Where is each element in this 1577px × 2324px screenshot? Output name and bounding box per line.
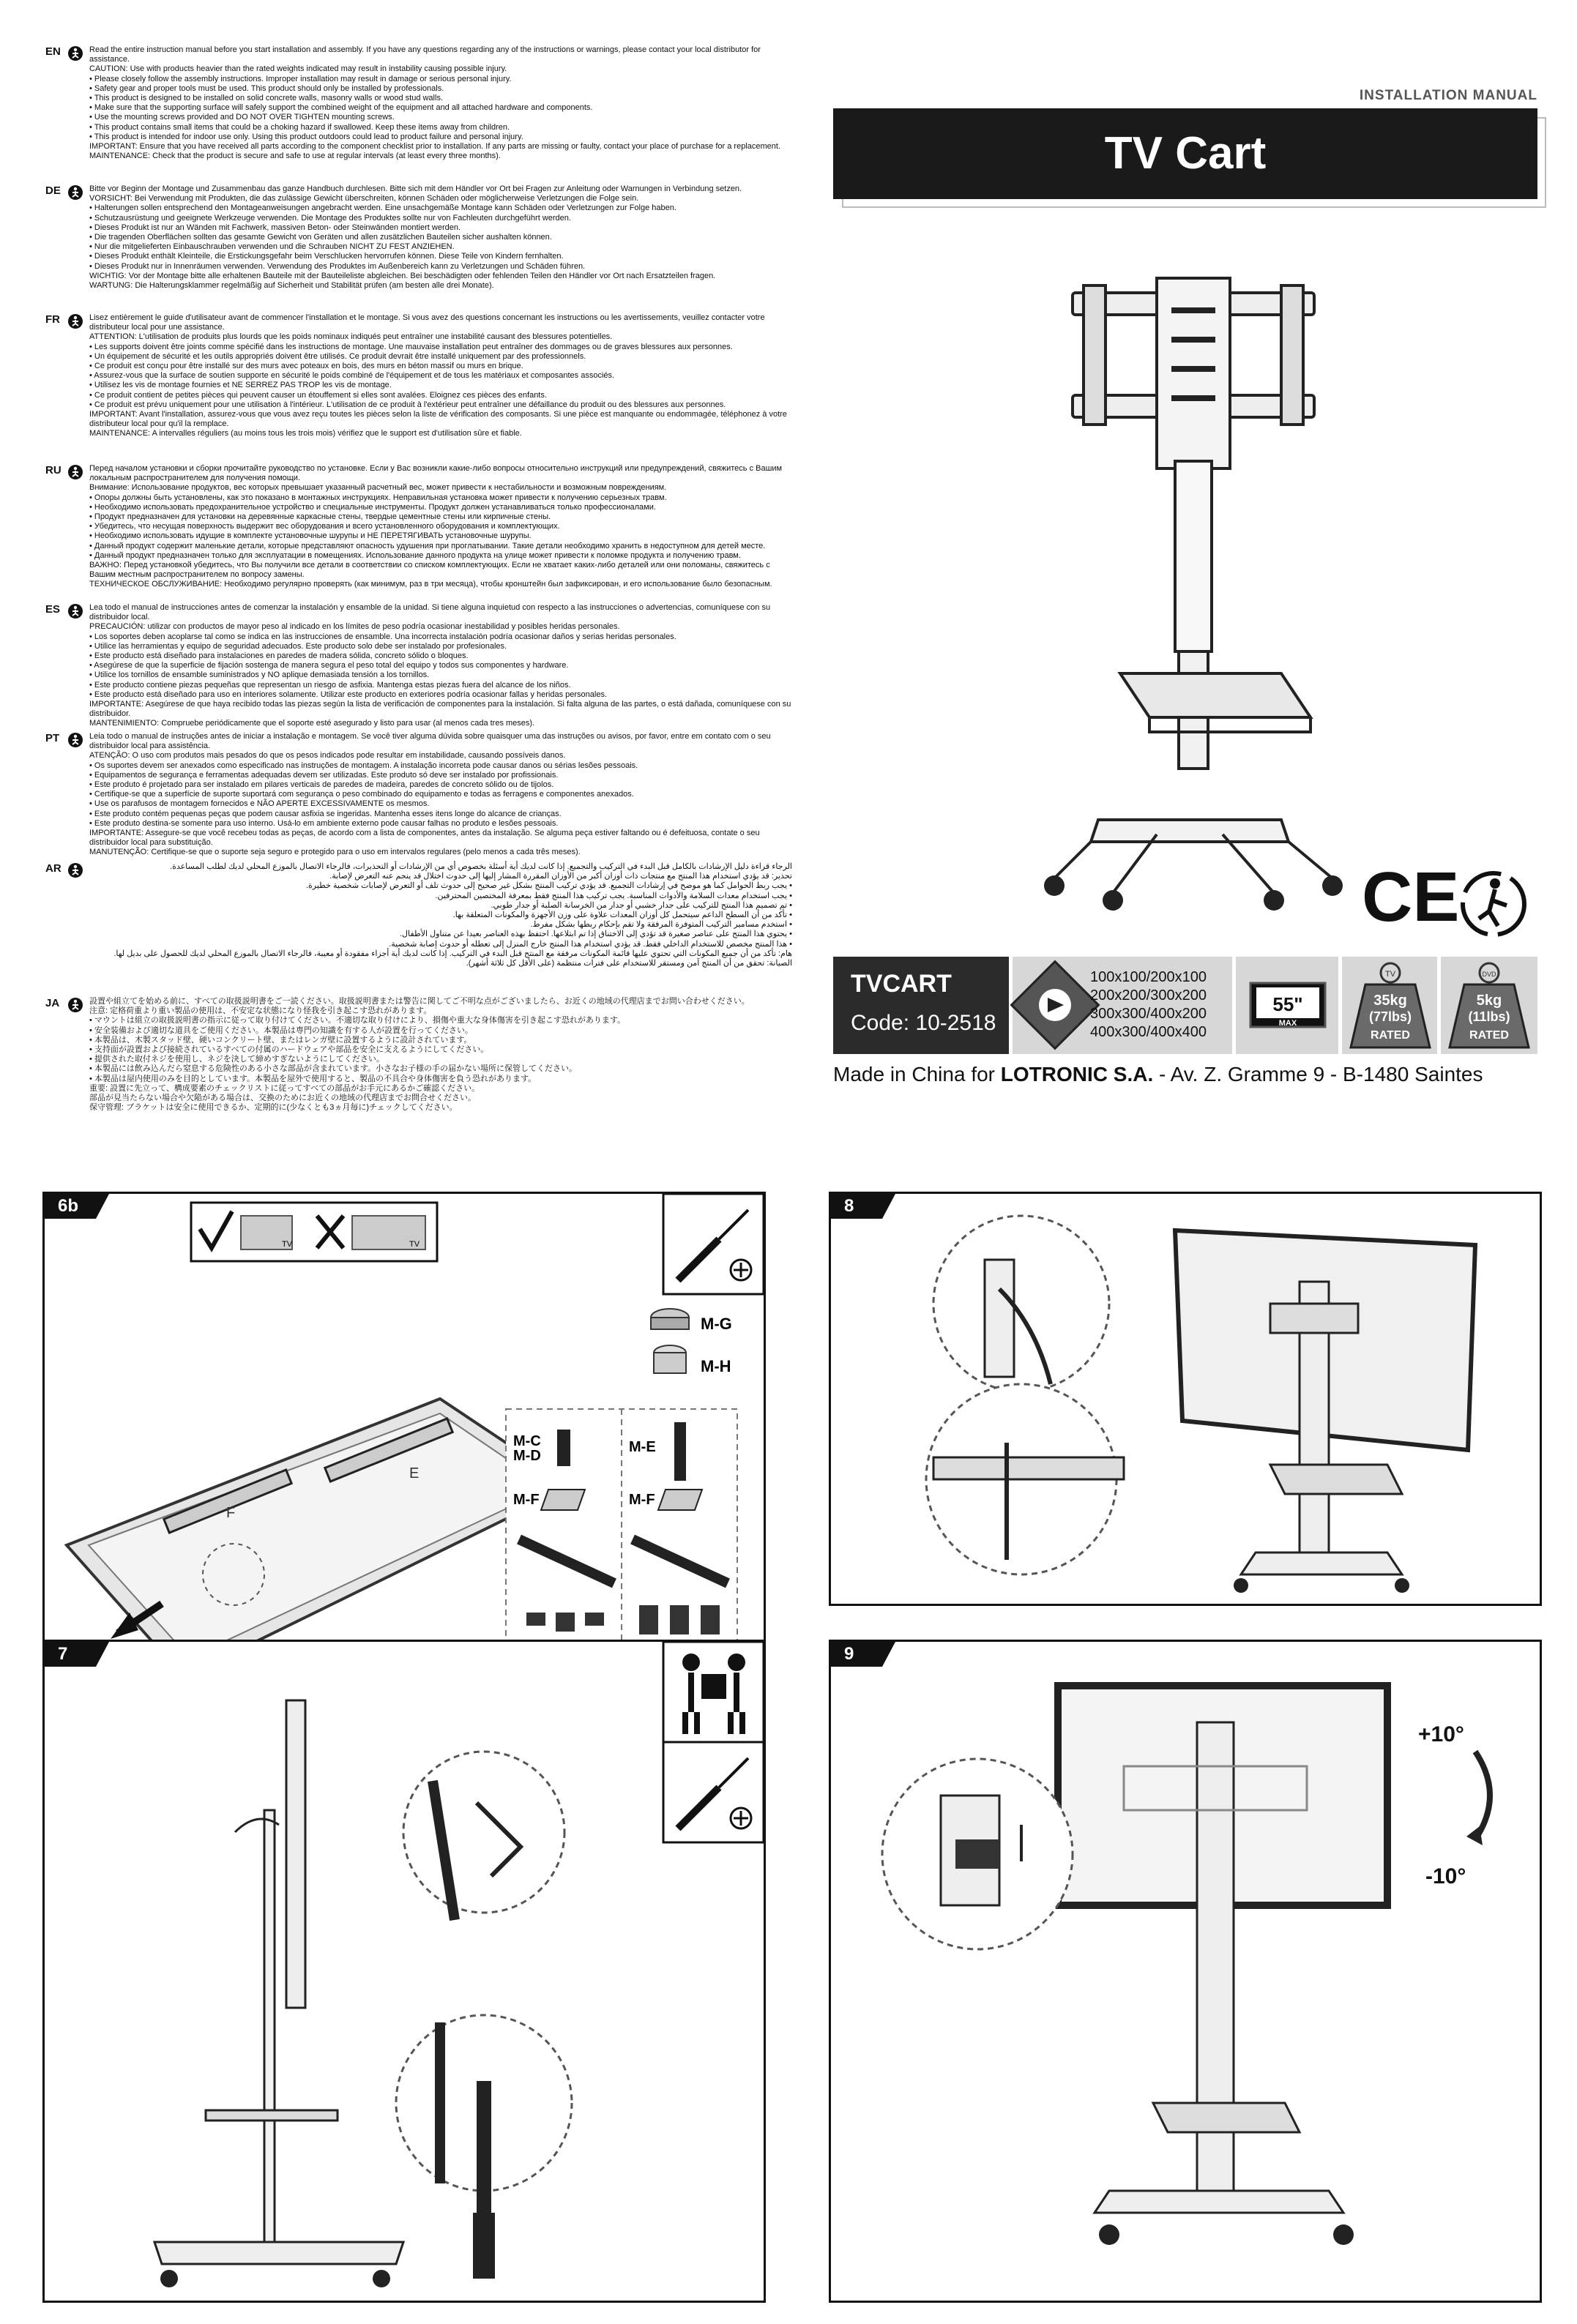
warning-block-pt (45, 732, 771, 862)
warning-text (89, 603, 792, 729)
warning-text (89, 45, 792, 161)
warning-line: Перед началом установки и сборки прочитайте руководство по установке. Если у Вас возникли какие-либо вопросы относительно инструкций или предупреждений, свяжитесь с Вашим локальным распространителем для получения помощи. (89, 464, 783, 483)
warning-line: ATENÇÃO: O uso com produtos mais pesados do que os pesos indicados pode resultar em instabilidade, causando possíveis danos. (89, 751, 566, 761)
warning-line: • هذا المنتج مخصص للاستخدام الداخلي فقط. قد يؤدي استخدام هذا المنتج خارج المنزل إلى تعطله أو حدوث إصابة شخصية. (389, 939, 792, 949)
made-in-line (833, 1063, 1483, 1086)
tv-weight-box (1342, 957, 1437, 1054)
language-code: PT (45, 732, 60, 744)
parts-mg-mh (645, 1300, 755, 1388)
warning-line: ВАЖНО: Перед установкой убедитесь, что Вы получили все детали в соответствии со списком комплектующих. Если не хватает каких-либо деталей или они поломаны, свяжитесь с Вашим местным распространителем по вопросу замены. (89, 561, 770, 580)
vesa-icon (1021, 971, 1089, 1039)
product-name: TVCART (851, 970, 952, 998)
warning-line: • 提供された取付ネジを使用し、ネジを決して締めすぎないようにしてください。 (89, 1055, 384, 1064)
warning-line: • Необходимо использовать предохранительное устройство и специальные инструменты. Продукт должен устанавливаться только профессионалами. (89, 502, 656, 512)
step-number: 7 (45, 1642, 96, 1667)
warning-line: MAINTENANCE: A intervalles réguliers (au moins tous les trois mois) vérifiez que le support est d'utilisation sûre et fiable. (89, 429, 522, 438)
step-7-panel (42, 1640, 766, 2303)
svg-text:+10°: +10° (1418, 1722, 1464, 1746)
warning-line: • Please closely follow the assembly instructions. Improper installation may result in damage or serious personal injury. (89, 74, 512, 83)
caution-icon (67, 732, 83, 748)
svg-text:M-F: M-F (513, 1492, 540, 1508)
warning-line: • Необходимо использовать идущие в комплекте установочные шурупы и НЕ ПЕРЕТЯГИВАТЬ установочные шурупы. (89, 531, 532, 541)
warning-line: • Ce produit est prévu uniquement pour une utilisation à l'intérieur. L'utilisation de ce produit à l'extérieur peut entraîner une défaillance du produit ou des blessures aux personnes. (89, 400, 726, 409)
warning-line: • Os suportes devem ser anexados como especificado nas instruções de montagem. A instalação incorreta pode causar danos ou sérias lesões pessoais. (89, 761, 638, 770)
warning-block-ar (45, 862, 792, 997)
svg-text:M-D: M-D (513, 1448, 541, 1464)
warning-block-en (45, 45, 781, 184)
svg-text:M-C: M-C (513, 1433, 541, 1449)
warning-block-es (45, 603, 791, 732)
product-title: TV Cart (833, 108, 1537, 199)
warning-line: • يجب استخدام معدات السلامة والأدوات المناسبة. يجب تركيب هذا المنتج فقط بمعرفة المختصين المحترفين. (435, 891, 792, 900)
warning-line: • 本製品は、木製スタッド壁、硬いコンクリート壁、またはレンガ壁に設置するように設計されています。 (89, 1035, 472, 1045)
warning-line: • Убедитесь, что несущая поверхность выдержит вес оборудования и всего установленного оборудования и комплектующих. (89, 522, 560, 531)
warning-line: • تم تصميم هذا المنتج للتركيب على جدار خشبي أو جدار من الخرسانة الصلبة أو جدار طوبي. (491, 900, 792, 910)
warning-line: • Use os parafusos de montagem fornecidos e NÃO APERTE EXCESSIVAMENTE os mesmos. (89, 799, 430, 809)
warning-line: IMPORTANTE: Asegúrese de que haya recibido todas las piezas según la lista de verificación de componentes para la instalación. Si falta alguna de las partes, o está dañada, comuníquese con su distribuidor. (89, 700, 791, 719)
warning-line: • 本製品は屋内使用のみを目的としています。本製品を屋外で使用すると、製品の不具合や身体傷害を負う恐れがあります。 (89, 1074, 537, 1083)
warning-line: Leia todo o manual de instruções antes de iniciar a instalação e montagem. Se você tiver alguma dúvida sobre quaisquer uma das instruções ou avisos, por favor, entre em contato com o seu distribuidor local para assistência. (89, 732, 771, 751)
step-number: 6b (45, 1194, 96, 1219)
language-code: AR (45, 862, 61, 875)
warning-text (89, 862, 792, 968)
svg-text:TV: TV (1384, 970, 1396, 979)
svg-text:TV: TV (409, 1240, 420, 1249)
cable-management-illustration (860, 1216, 1519, 1596)
language-code: FR (45, 313, 60, 326)
svg-text:TV: TV (282, 1240, 293, 1249)
warning-line: • Asegúrese de que la superficie de fijación sostenga de manera segura el peso total del equipo y todos sus componentes y hardware. (89, 661, 569, 670)
warning-line: • Dieses Produkt nur in Innenräumen verwenden. Verwendung des Produktes im Außenbereich kann zu Verletzungen und Schäden führen. (89, 261, 586, 271)
warning-line: • Este produto é projetado para ser instalado em pilares verticais de paredes de madeira, paredes de concreto sólido ou de tijolos. (89, 780, 554, 790)
warning-text (89, 732, 792, 858)
warning-block-ru (45, 464, 783, 603)
ce-mark-icon (1362, 858, 1460, 936)
warning-line: • Данный продукт предназначен только для эксплуатации в помещениях. Использование данного продукта на улице может привести к поломке продукта и получению травм. (89, 550, 741, 560)
warning-line: 重要: 設置に先立って、構成要素のチェックリストに従ってすべての部品がお手元にあるかご確認ください。 (89, 1083, 480, 1093)
tv-cart-illustration (1040, 278, 1347, 915)
warning-line: • Este producto está diseñado para uso en interiores solamente. Utilizar este producto en exteriores podría ocasionar fallas y heridas personales. (89, 690, 608, 699)
installation-manual-label: INSTALLATION MANUAL (1359, 88, 1537, 103)
svg-text:M-G: M-G (701, 1315, 732, 1333)
language-code: EN (45, 45, 61, 58)
warning-line: • Halterungen sollen entsprechend den Montageanweisungen angebracht werden. Eine unsachgemäße Montage kann Schäden oder Verletzungen zur Folge haben. (89, 203, 676, 213)
warning-line: • يجب ربط الحوامل كما هو موضح في إرشادات التجميع. قد يؤدي تركيب المنتج بشكل غير صحيح إلى حدوث تلف أو التعرض لإصابات شخصية خطيرة. (305, 881, 792, 891)
warning-line: 注意: 定格荷重より重い製品の使用は、不安定な状態になり怪我を引き起こす恐れがあります。 (89, 1006, 432, 1016)
warning-line: • Use the mounting screws provided and DO NOT OVER TIGHTEN mounting screws. (89, 113, 395, 122)
warning-line: MANTENIMIENTO: Compruebe periódicamente que el soporte esté asegurado y listo para usar (al menos cada tres meses). (89, 719, 535, 728)
warning-line: • Данный продукт содержит маленькие детали, которые представляют опасность удушения при проглатывании. Такие детали необходимо хранить в недоступном для детей месте. (89, 541, 766, 550)
svg-text:F: F (226, 1505, 236, 1521)
svg-text:CE: CE (1362, 858, 1460, 936)
warning-line: • Schutzausrüstung und geeignete Werkzeuge verwenden. Die Montage des Produktes sollte nur von Fachleuten durchgeführt werden. (89, 213, 571, 223)
svg-text:-10°: -10° (1425, 1864, 1466, 1888)
warning-line: WARTUNG: Die Halterungsklammer regelmäßig auf Sicherheit und Stabilität prüfen (am besten alle drei Monate). (89, 281, 494, 291)
warning-line: • Equipamentos de segurança e ferramentas adequadas devem ser utilizadas. Este produto só deve ser instalado por profissionais. (89, 770, 559, 780)
vesa-size: 100x100/200x100 (1090, 969, 1207, 985)
svg-text:DVD: DVD (1482, 971, 1496, 978)
screwdriver-icon (663, 1742, 764, 1842)
vesa-size: 300x300/400x200 (1090, 1006, 1207, 1022)
warning-line: Bitte vor Beginn der Montage und Zusammenbau das ganze Handbuch durchlesen. Bitte sich mit dem Händler vor Ort bei Fragen zur Anleitung oder Warnungen in Verbindung setzen. (89, 184, 742, 193)
warning-line: • Dieses Produkt enthält Kleinteile, die Erstickungsgefahr beim Verschlucken hervorrufen können. Diese Teile von Kindern fernhalten. (89, 252, 564, 261)
warning-line: ATTENTION: L'utilisation de produits plus lourds que les poids nominaux indiqués peut entraîner une instabilité causant des blessures potentielles. (89, 332, 613, 342)
caution-icon (67, 45, 83, 61)
warning-text (89, 464, 792, 590)
warning-line: • Este producto está diseñado para instalaciones en paredes de madera sólida, concreto sólido o bloques. (89, 651, 469, 661)
warning-line: IMPORTANTE: Assegure-se que você recebeu todas as peças, de acordo com a lista de componentes, antes da instalação. Se alguma peça estiver faltando ou é defeituosa, contate o seu distribuidor local para substituição. (89, 829, 760, 848)
warning-line: IMPORTANT: Avant l'installation, assurez-vous que vous avez reçu toutes les pièces selon la liste de vérification des composants. Si une pièce est manquante ou endommagée, téléphonez à votre distributeur local pour qu'il la remplace. (89, 410, 787, 429)
warning-line: • Este produto contém pequenas peças que podem causar asfixia se ingeridas. Mantenha esses itens longe do alcance de crianças. (89, 809, 562, 818)
warning-text (89, 997, 792, 1113)
warning-line: • Este producto contiene piezas pequeñas que representan un riesgo de asfixia. Mantenga estas piezas fuera del alcance de los niños. (89, 680, 571, 690)
warning-line: • This product is designed to be installed on solid concrete walls, masonry walls or wood stud walls. (89, 94, 443, 103)
warning-line: • Опоры должны быть установлены, как это показано в монтажных инструкциях. Неправильная установка может привести к получению серьезных травм. (89, 493, 667, 502)
warning-line: PRECAUCIÓN: utilizar con productos de mayor peso al indicado en los límites de peso podría ocasionar inestabilidad y posibles heridas personales. (89, 622, 620, 632)
warning-line: • 本製品には飲み込んだら窒息する危険性のある小さな部品が含まれています。小さなお子様の手の届かない場所に保管してください。 (89, 1064, 578, 1074)
caution-icon (67, 862, 83, 878)
step-number: 9 (831, 1642, 882, 1667)
product-code-box (833, 957, 1009, 1054)
warning-line: • Продукт предназначен для установки на деревянные каркасные стены, твердые цементные стены или кирпичные стены. (89, 512, 551, 522)
svg-text:MAX: MAX (1278, 1019, 1297, 1028)
warning-block-ja (45, 997, 763, 1114)
warning-line: • يحتوي هذا المنتج على عناصر صغيرة قد تؤدي إلى الاختناق إذا تم ابتلاعها. احتفظ بهذه العناصر بعيدا عن متناول الأطفال. (400, 930, 792, 939)
svg-text:M-F: M-F (629, 1492, 655, 1508)
vesa-size: 200x200/300x200 (1090, 987, 1207, 1004)
correct-incorrect-icon (190, 1201, 439, 1263)
company-name: LOTRONIC S.A. (1000, 1063, 1154, 1086)
vesa-size: 400x300/400x400 (1090, 1024, 1207, 1040)
warning-line: الصيانة: تحقق من أن المنتج آمن ومستقر للاستخدام على فترات منتظمة (على الأقل كل ثلاثة أشهر). (466, 959, 792, 968)
warning-line: • Utilice las herramientas y equipo de seguridad adecuados. Este producto solo debe ser instalado por profesionales. (89, 641, 507, 651)
language-code: ES (45, 603, 61, 616)
vesa-spec-box (1013, 957, 1232, 1054)
warning-line: • Die tragenden Oberflächen sollten das gesamte Gewicht von Geräten und allen zusätzlichen Bauteilen sicher aushalten können. (89, 233, 552, 242)
screwdriver-icon (663, 1194, 764, 1294)
warning-line: • Make sure that the supporting surface will safely support the combined weight of the equipment and all attached hardware and components. (89, 103, 593, 113)
warning-line: MAINTENANCE: Check that the product is secure and safe to use at regular intervals (at least every three months). (89, 152, 501, 161)
warning-line: تحذير: قد يؤدي استخدام هذا المنتج مع منتجات ذات أوزان أكبر من الأوزان المقررة المشار إليها إلى حدوث اختلال قد ينجم عنه التعرض لإصابة. (329, 872, 792, 881)
warning-text (89, 184, 792, 291)
screen-size-icon (1248, 979, 1328, 1037)
warning-line: • マウントは組立の取扱説明書の指示に従って取り付けてください。不適切な取り付けにより、損傷や重大な身体傷害を引き起こす恐れがあります。 (89, 1016, 626, 1025)
screen-size-box (1236, 957, 1338, 1054)
warning-line: • This product contains small items that could be a choking hazard if swallowed. Keep these items away from children. (89, 122, 510, 132)
warning-line: • تأكد من أن السطح الداعم سيتحمل كل أوزان المعدات علاوة على وزن الأجهزة والمكونات المتعلقة بها. (452, 911, 792, 920)
warning-line: • Utilice los tornillos de ensamble suministrados y NO aplique demasiada tensión a los tornillos. (89, 670, 430, 680)
warning-line: Lisez entièrement le guide d'utilisateur avant de commencer l'installation et le montage. Si vous avez des questions concernant les instructions ou les avertissements, veuillez contacter votre distributeur local pour une assistance. (89, 313, 765, 332)
dvd-weight-icon (1447, 961, 1532, 1050)
warning-line: VORSICHT: Bei Verwendung mit Produkten, die das zulässige Gewicht überschreiten, können Schäden oder möglicherweise Verletzungen die Folge sein. (89, 194, 639, 203)
warning-line: Read the entire instruction manual before you start installation and assembly. If you have any questions regarding any of the instructions or warnings, please contact your local distributor for assistance. (89, 45, 761, 64)
warning-line: 部品が見当たらない場合や欠陥がある場合は、交換のためにお近くの地域の代理店までお問合せください。 (89, 1094, 476, 1103)
tv-weight-icon (1348, 961, 1433, 1050)
language-code: RU (45, 464, 61, 477)
svg-text:RATED: RATED (1469, 1029, 1509, 1042)
svg-text:(77lbs): (77lbs) (1368, 1009, 1412, 1024)
warning-block-fr (45, 313, 787, 464)
warning-line: WICHTIG: Vor der Montage bitte alle erhaltenen Bauteile mit der Bauteileliste abgleichen. Bei beschädigten oder fehlenden Teilen den Händler vor Ort nach Ersatzteilen fragen. (89, 271, 716, 280)
warning-line: Lea todo el manual de instrucciones antes de comenzar la instalación y ensamble de la unidad. Si tiene alguna inquietud con respecto a las instrucciones o advertencias, comuníquese con su distribuidor local. (89, 603, 771, 622)
warning-line: • Utilisez les vis de montage fournies et NE SERREZ PAS TROP les vis de montage. (89, 381, 392, 390)
warning-line: هام: تأكد من أن جميع المكونات التي تحتوي عليها قائمة المكونات مرفقة مع المنتج قبل البدء في التركيب. إذا كانت لديك أية أجزاء مفقودة أو معيبة، فالرجاء الاتصال بالموزع المحلي لديك للحصول على بديل لها. (113, 949, 792, 958)
warning-line: • استخدم مسامير التركيب المتوفرة المرفقة ولا تقم بإحكام ربطها بشكل مفرط. (530, 920, 792, 930)
product-code: Code: 10-2518 (851, 1011, 996, 1035)
svg-text:E: E (409, 1465, 420, 1482)
warning-line: • Certifique-se que a superfície de suporte suportará com segurança o peso combinado do equipamento e todas as ferragens e componentes anexados. (89, 790, 634, 799)
warning-line: • Dieses Produkt ist nur an Wänden mit Fachwerk, massiven Beton- oder Steinwänden montiert werden. (89, 223, 461, 232)
step-8-panel (829, 1192, 1542, 1606)
warning-line: • Un équipement de sécurité et les outils appropriés doivent être utilisés. Ce produit devrait être installé uniquement par des professionnels. (89, 351, 586, 361)
tv-hanging-illustration (111, 1700, 652, 2286)
svg-text:5kg: 5kg (1476, 993, 1502, 1009)
warning-line: MANUTENÇÃO: Certifique-se que o suporte seja seguro e protegido para o uso em intervalos regulares (pelo menos a cada três meses). (89, 848, 581, 857)
caution-icon (67, 603, 83, 619)
tv-tilt-illustration (875, 1664, 1519, 2286)
company-address: - Av. Z. Gramme 9 - B-1480 Saintes (1153, 1063, 1483, 1086)
language-code: DE (45, 184, 61, 197)
warning-block-de (45, 184, 763, 313)
warning-line: • Los soportes deben acoplarse tal como se indica en las instrucciones de ensamble. Una incorrecta instalación podría ocasionar daños y serias heridas personales. (89, 632, 676, 641)
step-number: 8 (831, 1194, 882, 1219)
made-in-prefix: Made in China for (833, 1063, 1001, 1086)
svg-text:(11lbs): (11lbs) (1468, 1009, 1510, 1024)
warning-text (89, 313, 792, 439)
warning-line: • Nur die mitgelieferten Einbauschrauben verwenden und die Schrauben NICHT ZU FEST ANZIEHEN. (89, 242, 455, 252)
caution-icon (67, 184, 83, 201)
warning-line: Внимание: Использование продуктов, вес которых превышает указанный расчетный вес, может привести к нестабильности и возможным повреждениям. (89, 483, 667, 493)
warning-line: • 支持面が設置および接続されているすべての付属のハードウェアや部品を安全に支えるようにしてください。 (89, 1045, 489, 1055)
svg-text:M-E: M-E (629, 1439, 656, 1455)
warning-line: IMPORTANT: Ensure that you have received all parts according to the component checklist prior to installation. If any parts are missing or faulty, contact your place of purchase for a replacement. (89, 142, 781, 152)
warning-line: • Safety gear and proper tools must be used. This product should only be installed by professionals. (89, 83, 444, 93)
warning-line: • Ce produit est conçu pour être installé sur des murs avec poteaux en bois, des murs en béton massif ou murs en brique. (89, 362, 523, 371)
warning-line: CAUTION: Use with products heavier than the rated weights indicated may result in instability causing possible injury. (89, 64, 507, 74)
step-9-panel (829, 1640, 1542, 2303)
recycle-figure-icon (1457, 867, 1530, 941)
caution-icon (67, 313, 83, 329)
warning-line: • Ce produit contient de petites pièces qui peuvent causer un étouffement si elles sont avalées. Eloignez ces pièces des enfants. (89, 390, 547, 400)
warning-line: • Les supports doivent être joints comme spécifié dans les instructions de montage. Une mauvaise installation peut entraîner des dommages ou de graves blessures aux personnes. (89, 342, 733, 351)
language-code: JA (45, 997, 60, 1009)
warning-line: 設置や組立てを始める前に、すべての取扱説明書をご一読ください。取扱説明書または警告に関してご不明な点がございましたら、お近くの地域の代理店までお問い合わせください。 (89, 997, 750, 1006)
warning-line: 保守管理: ブラケットは安全に使用できるか、定期的に(少なくとも3ヵ月毎に)チェックしてください。 (89, 1103, 458, 1113)
svg-text:RATED: RATED (1371, 1029, 1410, 1042)
warning-line: الرجاء قراءة دليل الإرشادات بالكامل قبل البدء في التركيب والتجميع. إذا كانت لديك أية أسئلة بخصوص أي من الإرشادات أو التحذيرات، فالرجاء الاتصال بالموزع المحلي لديك لطلب المساعدة. (170, 862, 792, 871)
svg-text:55": 55" (1272, 993, 1303, 1015)
warning-line: • 安全装備および適切な道具をご使用ください。本製品は専門の知識を有する人が設置を行ってください。 (89, 1025, 473, 1035)
svg-text:35kg: 35kg (1373, 993, 1407, 1009)
warning-line: • Assurez-vous que la surface de soutien supporte en sécurité le poids combiné de l'équipement et de tous les matériaux et composantes associés. (89, 371, 615, 381)
two-person-lift-icon (663, 1642, 764, 1742)
warning-line: • Este produto destina-se somente para uso interno. Usá-lo em ambiente externo pode causar falhas no produto e lesões pessoais. (89, 818, 559, 828)
warning-line: ТЕХНИЧЕСКОЕ ОБСЛУЖИВАНИЕ: Необходимо регулярно проверять (как минимум, раз в три месяца), чтобы кронштейн был зафиксирован, и его использование было безопасным. (89, 580, 772, 589)
svg-text:M-H: M-H (701, 1357, 731, 1375)
caution-icon (67, 464, 83, 480)
dvd-weight-box (1441, 957, 1537, 1054)
caution-icon (67, 997, 83, 1013)
warning-line: • This product is intended for indoor use only. Using this product outdoors could lead to product failure and personal injury. (89, 132, 523, 141)
